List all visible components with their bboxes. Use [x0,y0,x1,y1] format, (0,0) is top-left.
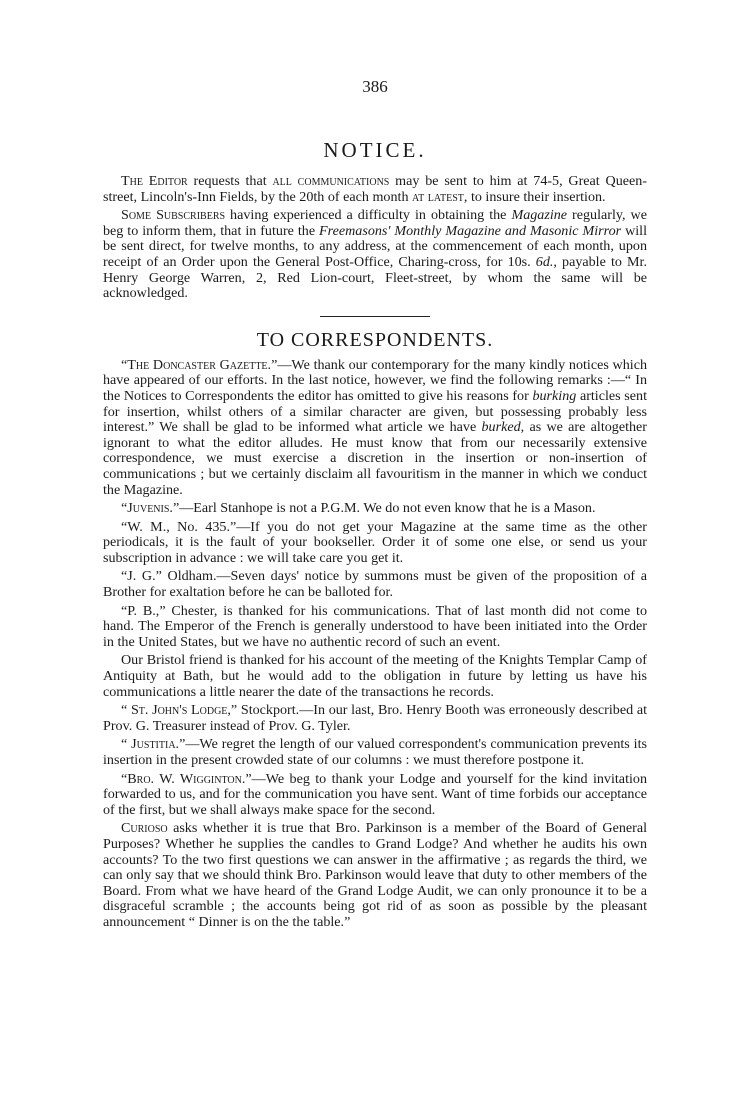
correspondent-pb: “P. B.,” Chester, is thanked for his communications. That of last month did not come to hand. The Emperor of the French is generally understood to have been initiated into the Order in the United States, but we have no authentic record of such an event. [103,602,647,650]
correspondent-doncaster: “The Doncaster Gazette.”—We thank our contemporary for the many kindly notices which have appeared of our efforts. In the last notice, however, we find the following remarks :—“ In the Notices to Correspondents the editor has omitted to give his reasons for burking articles sent for insertion, whilst others of a similar character are given, but possessing probably less interest.” We shall be glad to be informed what article we have burked, as we are altogether ignorant to what the editor alludes. He must know that from our necessarily extensive correspondence, we must exercise a discretion in the insertion or non-insertion of communications ; but we certainly disclaim all favouritism in the manner in which we conduct the Magazine. [103,356,647,498]
correspondent-justitia: “ Justitia.”—We regret the length of our valued correspondent's communication prevents its insertion in the present crowded state of our columns : we must therefore postpone it. [103,736,647,768]
notice-heading: NOTICE. [323,138,427,162]
notice-editor-paragraph: The Editor requests that all communications may be sent to him at 74-5, Great Queen-street, Lincoln's-Inn Fields, by the 20th of each month at latest, to insure their insertion. [103,173,648,205]
correspondent-bristol: Our Bristol friend is thanked for his account of the meeting of the Knights Templar Camp of Antiquity at Bath, but he would add to the obligation in future by letting us have his communications a little nearer the date of the transactions he records. [103,652,647,700]
correspondent-juvenis: “Juvenis.”—Earl Stanhope is not a P.G.M. We do not even know that he is a Mason. [121,500,596,517]
correspondent-st-johns-lodge: “ St. John's Lodge,” Stockport.—In our last, Bro. Henry Booth was erroneously described at Prov. G. Treasurer instead of Prov. G. Tyler. [103,702,647,734]
correspondent-jg: “J. G.” Oldham.—Seven days' notice by summons must be given of the proposition of a Brother for exaltation before he can be balloted for. [103,568,647,601]
correspondent-wm: “W. M., No. 435.”—If you do not get your Magazine at the same time as the other periodicals, it is the fault of your bookseller. Order it of some one else, or send us your subscription in advance : we will take care you get it. [103,518,647,566]
notice-subscribers-paragraph: Some Subscribers having experienced a difficulty in obtaining the Magazine regularly, we beg to inform them, that in future the Freemasons' Monthly Magazine and Masonic Mirror will be sent direct, for twelve months, to any address, at the commencement of each month, upon receipt of an Order upon the General Post-Office, Charing-cross, for 10s. 6d., payable to Mr. Henry George Warren, 2, Red Lion-court, Fleet-street, by whom the same will be acknowledged. [103,207,648,302]
correspondent-curioso: Curioso asks whether it is true that Bro. Parkinson is a member of the Board of General Purposes? Whether he supplies the candles to Grand Lodge? And whether he audits his own accounts? To the two first questions we can answer in the affirmative ; as regards the third, we can only say that we should think Bro. Parkinson would leave that duty to other members of the Board. From what we have heard of the Grand Lodge Audit, we can only pronounce it to be a disgraceful scramble ; the accounts being got rid of as soon as possible by the pleasant announcement “ Dinner is on the the table.” [103,820,647,930]
correspondents-heading: TO CORRESPONDENTS. [256,328,494,351]
page-number: 386 [362,77,388,96]
section-divider [320,316,430,317]
correspondent-wigginton: “Bro. W. Wigginton.”—We beg to thank your Lodge and yourself for the kind invitation forwarded to us, and for the communication you have sent. Want of time forbids our acceptance of the first, but we shall always make space for the second. [103,770,647,818]
